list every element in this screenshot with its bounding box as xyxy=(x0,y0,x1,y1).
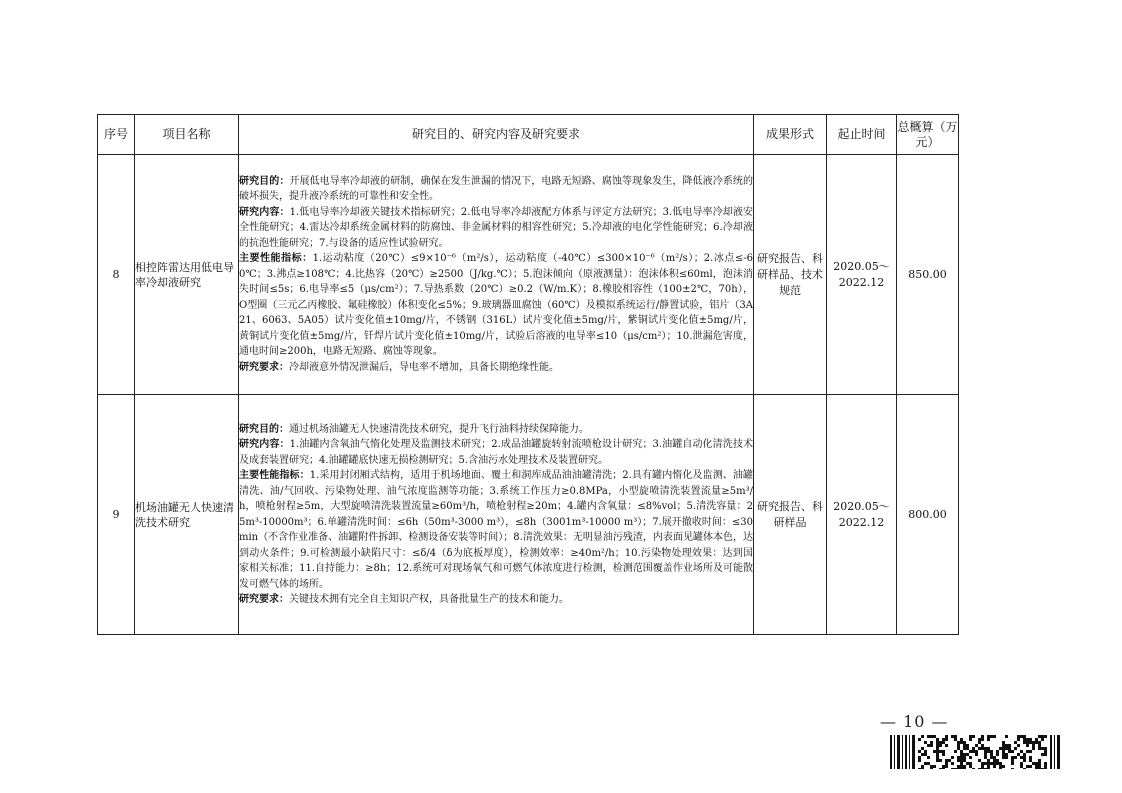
row-seq: 8 xyxy=(98,155,135,395)
content-text: 1.低电导率冷却液关键技术指标研究；2.低电导率冷却液配方体系与评定方法研究；3.低电导率冷却液安全性能研究；4.雷达冷却系统金属材料的防腐蚀、非金属材料的相容性研究；5.冷却液的电化学性能研究；6.冷却液的抗泡性能研究；7.与设备的适应性试验研究。 xyxy=(239,206,754,249)
research-purpose xyxy=(239,422,753,438)
purpose-text: 开展低电导率冷却液的研制，确保在发生泄漏的情况下，电路无短路、腐蚀等现象发生，降低液冷系统的破坏损失，提升液冷系统的可靠性和安全性。 xyxy=(239,175,754,203)
period-cell xyxy=(827,395,897,635)
project-description xyxy=(239,155,754,395)
header-name: 项目名称 xyxy=(135,115,239,155)
period-start: 2020.05～ xyxy=(833,499,890,513)
header-period: 起止时间 xyxy=(827,115,897,155)
research-content xyxy=(239,205,753,252)
period-end: 2022.12 xyxy=(838,275,885,289)
content-label: 研究内容： xyxy=(239,206,290,218)
req-text: 关键技术拥有完全自主知识产权，具备批量生产的技术和能力。 xyxy=(289,594,569,605)
perf-text: 1.运动粘度（20℃）≤9×10⁻⁶（m²/s），运动粘度（-40℃）≤300×10⁻⁶（m²/s）；2.冰点≤-60℃；3.沸点≥108℃；4.比热容（20℃）≥2500（J/kg.℃）；5.泡沫倾向（原液测量）：泡沫体积≤60ml，泡沫消失时间≤5s；6.电导率≤5（μs/cm²）；7.导热系数（20℃）≥0.2（W/m.K）；8.橡胶相容性（100±2℃，70h），O型圈（三元乙丙橡胶、氟硅橡胶）体积变化≤5%；9.玻璃器皿腐蚀（60℃）及模拟系统运行/静置试验，铝片（3A21、6063、5A05）试片变化值±10mg/片，不锈钢（316L）试片变化值±5mg/片，紫铜试片变化值±5mg/片，黄铜试片变化值±5mg/片，钎焊片试片变化值±10mg/片，试验后溶液的电导率≤10（μs/cm²）；10.泄漏危害度，通电时间≥200h，电路无短路、腐蚀等现象。 xyxy=(239,253,753,358)
row-seq: 9 xyxy=(98,395,135,635)
req-text: 冷却液意外情况泄漏后，导电率不增加，具备长期绝缘性能。 xyxy=(289,361,559,373)
perf-text: 1.采用封闭厢式结构，适用于机场地面、覆土和洞库成品油油罐清洗；2.具有罐内惰化及监测、油罐清洗、油/气回收、污染物处理、油气浓度监测等功能；3.系统工作压力≥0.8MPa，小型旋喷清洗装置流量≥5m³/h，喷枪射程≥5m，大型旋喷清洗装置流量≥60m³/h，喷枪射程≥20m；4.罐内含氧量：≤8%vol；5.清洗容量：25m³-10000m³；6.单罐清洗时间：≤6h（50m³-3000 m³），≤8h（3001m³-10000 m³）；7.展开撤收时间：≤30min（不含作业准备、油罐附件拆卸、检测设备安装等时间）；8.清洗效果：无明显油污残渣，内表面见罐体本色，达到动火条件；9.可检测最小缺陷尺寸：≤δ/4（δ为底板厚度），检测效率：≥40m²/h；10.污染物处理效果：达到国家相关标准；11.自持能力：≥8h；12.系统可对现场氧气和可燃气体浓度进行检测，检测范围覆盖作业场所及可能散发可燃气体的场所。 xyxy=(239,470,753,590)
page-number: — 10 — xyxy=(880,712,949,731)
result-form: 研究报告、科研样品、技术规范 xyxy=(754,155,827,395)
period-cell xyxy=(827,155,897,395)
budget: 850.00 xyxy=(897,155,959,395)
project-table xyxy=(97,114,959,635)
perf-label: 主要性能指标： xyxy=(239,470,310,481)
req-label: 研究要求： xyxy=(239,361,289,373)
project-name: 机场油罐无人快速清洗技术研究 xyxy=(135,395,239,635)
table-row xyxy=(98,155,959,395)
project-name: 相控阵雷达用低电导率冷却液研究 xyxy=(135,155,239,395)
project-description xyxy=(239,395,754,635)
performance-indicators xyxy=(239,251,753,360)
research-requirements xyxy=(239,592,753,608)
result-form: 研究报告、科研样品 xyxy=(754,395,827,635)
purpose-label: 研究目的： xyxy=(239,423,289,435)
research-purpose xyxy=(239,174,753,205)
perf-label: 主要性能指标： xyxy=(239,253,313,265)
content-label: 研究内容： xyxy=(239,439,290,450)
performance-indicators xyxy=(239,468,753,592)
table-row xyxy=(98,395,959,635)
research-content xyxy=(239,437,753,468)
table-header-row xyxy=(98,115,959,155)
header-content: 研究目的、研究内容及研究要求 xyxy=(239,115,754,155)
header-budget: 总概算（万元） xyxy=(897,115,959,155)
period-end: 2022.12 xyxy=(838,515,885,529)
research-requirements xyxy=(239,360,753,376)
header-result: 成果形式 xyxy=(754,115,827,155)
barcode-icon xyxy=(890,735,1060,769)
header-seq: 序号 xyxy=(98,115,135,155)
budget: 800.00 xyxy=(897,395,959,635)
period-start: 2020.05～ xyxy=(833,259,890,273)
purpose-text: 通过机场油罐无人快速清洗技术研究，提升飞行油料持续保障能力。 xyxy=(289,423,589,435)
req-label: 研究要求： xyxy=(239,594,289,605)
purpose-label: 研究目的： xyxy=(239,175,290,187)
content-text: 1.油罐内含氧油气惰化处理及监测技术研究；2.成品油罐旋转射流喷枪设计研究；3.油罐自动化清洗技术及成套装置研究；4.油罐罐底快速无损检测研究；5.含油污水处理技术及装置研究。 xyxy=(239,439,754,466)
